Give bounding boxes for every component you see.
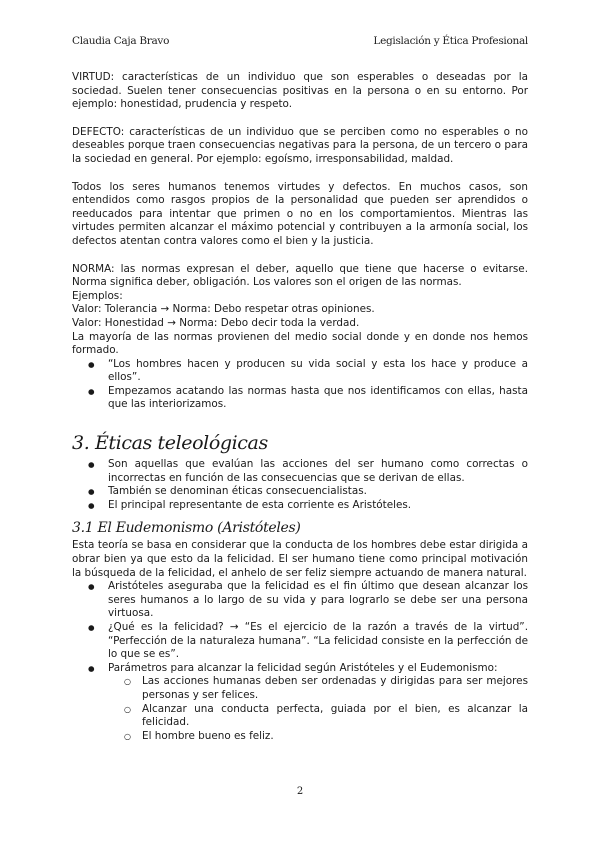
list-item: ● Aristóteles aseguraba que la felicidad es el fin último que desean alcanzar los seres humanos a lo largo de su vida y para lograrlo se debe ser una persona virtuosa. [108,580,528,621]
examples-label: Ejemplos: [72,289,123,302]
section-3-title: 3. Éticas teleológicas [72,432,268,455]
list-item [108,662,528,744]
norma-origin: La mayoría de las normas provienen del medio social donde y en donde nos hemos formado. [72,330,528,357]
norma-example-2: Valor: Honestidad → Norma: Debo decir toda la verdad. [72,316,360,329]
list-item-text: Parámetros para alcanzar la felicidad según Aristóteles y el Eudemonismo: [108,661,498,674]
section-3-1-title: 3.1 El Eudemonismo (Aristóteles) [72,520,301,537]
eudemonismo-bullet-list [72,580,528,743]
parameters-sub-list [108,675,528,743]
page-content [72,71,528,743]
section-3-bullet-list [72,458,528,512]
list-item: ● El principal representante de esta corriente es Aristóteles. [108,499,528,513]
sub-list-item: ○ Las acciones humanas deben ser ordenadas y dirigidas para ser mejores personas y ser felices. [142,675,528,702]
list-item: ● Empezamos acatando las normas hasta que nos identificamos con ellas, hasta que las interiorizamos. [108,385,528,412]
sub-list-item: ○ El hombre bueno es feliz. [142,730,528,744]
header-subject: Legislación y Ética Profesional [373,35,528,47]
virtud-paragraph: VIRTUD: características de un individuo que son esperables o deseadas por la sociedad. Suelen tener consecuencias positivas en la persona o en su entorno. Por ejemplo: honestidad, prudencia y respeto. [72,71,528,111]
sub-list-item: ○ Alcanzar una conducta perfecta, guiada por el bien, es alcanzar la felicidad. [142,703,528,730]
list-item: ● Son aquellas que evalúan las acciones del ser humano como correctas o incorrectas en función de las consecuencias que se derivan de ellas. [108,458,528,485]
norma-bullet-list [72,358,528,412]
list-item: ● “Los hombres hacen y producen su vida social y esta los hace y produce a ellos”. [108,358,528,385]
header-author: Claudia Caja Bravo [72,35,170,47]
list-item: ● ¿Qué es la felicidad? → “Es el ejercicio de la razón a través de la virtud”. “Perfección de la naturaleza humana”. “La felicidad consiste en la perfección de lo que se es”. [108,621,528,662]
eudemonismo-intro: Esta teoría se basa en considerar que la conducta de los hombres debe estar dirigida a obrar bien ya que esto da la felicidad. El ser humano tiene como principal motivación la búsqueda de la felicidad, el anhelo de ser feliz siempre actuando de manera natural. [72,539,528,579]
virtues-defects-paragraph: Todos los seres humanos tenemos virtudes y defectos. En muchos casos, son entendidos como rasgos propios de la personalidad que pueden ser aprendidos o reeducados para intentar que primen o no en los comportamientos. Mientras las virtudes permiten alcanzar el máximo potencial y contribuyen a la armonía social, los defectos atentan contra valores como el bien y la justicia. [72,180,528,247]
list-item: ● También se denominan éticas consecuencialistas. [108,485,528,499]
norma-definition: NORMA: las normas expresan el deber, aquello que tiene que hacerse o evitarse. Norma significa deber, obligación. Los valores son el origen de las normas. [72,262,528,289]
defecto-paragraph: DEFECTO: características de un individuo que se perciben como no esperables o no deseables porque traen consecuencias negativas para la persona, de un tercero o para la sociedad en general. Por ejemplo: egoísmo, irresponsabilidad, maldad. [72,125,528,165]
page-number: 2 [296,786,304,797]
norma-example-1: Valor: Tolerancia → Norma: Debo respetar otras opiniones. [72,303,375,316]
